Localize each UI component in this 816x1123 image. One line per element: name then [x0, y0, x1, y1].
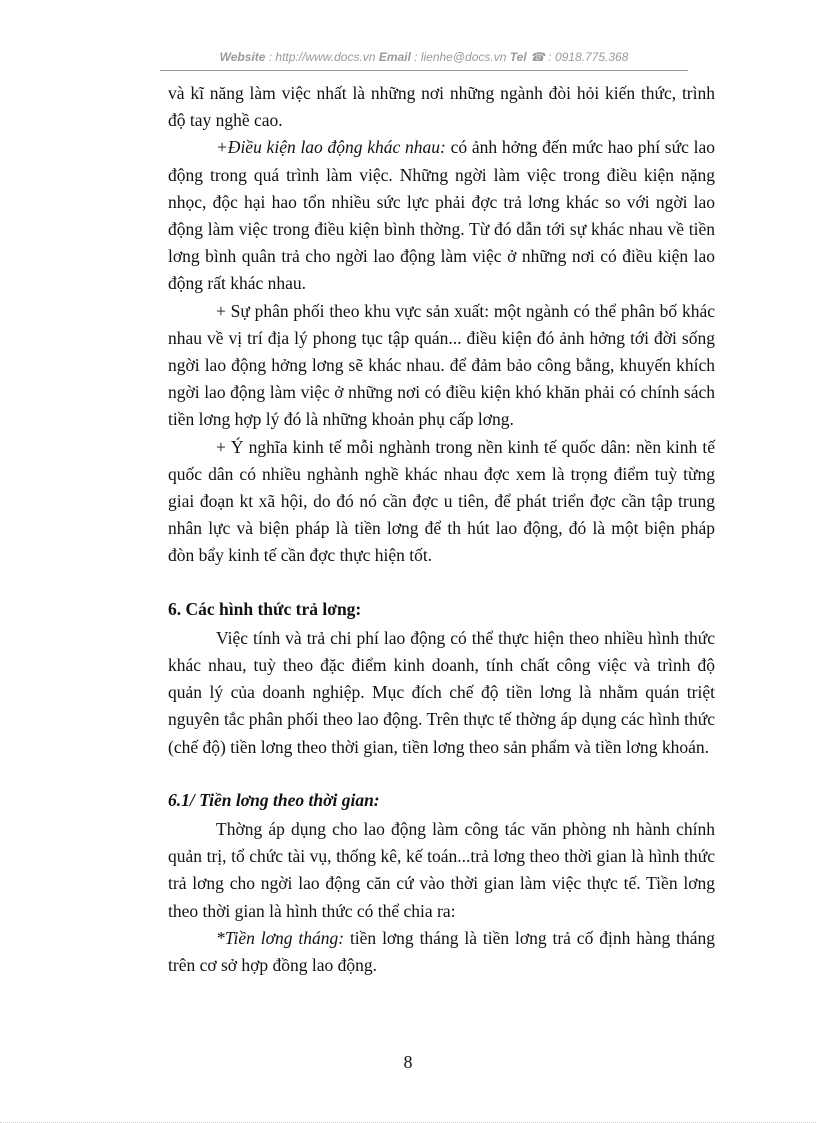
tel-value: : 0918.775.368 — [544, 50, 629, 64]
email-label: Email — [378, 50, 411, 64]
document-body — [168, 80, 715, 979]
paragraph-lead: +Điều kiện lao động khác nhau: — [216, 137, 446, 158]
website-label: Website — [219, 50, 266, 64]
paragraph-text: và kĩ năng làm việc nhất là những nơi những ngành đòi hỏi kiến thức, trình độ tay nghề cao. — [168, 83, 715, 131]
paragraph-working-conditions — [168, 134, 715, 297]
paragraph-time-based-pay — [168, 816, 715, 925]
phone-icon: ☎ — [529, 50, 545, 64]
paragraph-monthly-pay — [168, 925, 715, 979]
page-number: 8 — [403, 1052, 413, 1072]
paragraph-payment-forms — [168, 625, 715, 761]
email-value: : lienhe@docs.vn — [410, 50, 510, 64]
paragraph-text: Việc tính và trả chi phí lao động có thể thực hiện theo nhiều hình thức khác nhau, tuỳ theo đặc điểm kinh doanh, tính chất công việc và trình độ quản lý của doanh nghiệp. Mục đích chế độ tiền lơng là nhằm quán triệt nguyên tắc phân phối theo lao động. Trên thực tế thờng áp dụng các hình thức (chế độ) tiền lơng theo thời gian, tiền lơng theo sản phẩm và tiền lơng khoán. — [168, 627, 715, 757]
paragraph-text: tiền lơng tháng là tiền lơng trả cố định hàng tháng trên cơ sở hợp đồng lao động. — [168, 927, 715, 976]
paragraph-lead: *Tiền lơng tháng: — [216, 927, 345, 948]
paragraph-economic-significance — [168, 434, 715, 570]
page-header — [160, 50, 688, 71]
paragraph-text: có ảnh hởng đến mức hao phí sức lao động trong quá trình làm việc. Những ngời làm việc trong điều kiện nặng nhọc, độc hại hao tổn nhiều sức lực phải đợc trả lơng khác so với ngời lao động làm việc trong điều kiện bình thờng. Từ đó dẫn tới sự khác nhau về tiền lơng bình quân trả cho ngời lao động làm việc ở những nơi có điều kiện lao động rất khác nhau. — [168, 137, 715, 294]
paragraph-continuation — [168, 80, 715, 134]
paragraph-text: + Sự phân phối theo khu vực sản xuất: một ngành có thể phân bố khác nhau về vị trí địa lý phong tục tập quán... điều kiện đó ảnh hởng tới đời sống ngời lao động hởng lơng sẽ khác nhau. để đảm bảo công bằng, khuyến khích ngời lao động làm việc ở những nơi có điều kiện khó khăn phải có chính sách tiền lơng hợp lý đó là những khoản phụ cấp lơng. — [168, 300, 715, 430]
paragraph-regional-distribution — [168, 298, 715, 434]
section-heading-6-1: 6.1/ Tiền lơng theo thời gian: — [168, 789, 380, 810]
section-heading-6: 6. Các hình thức trả lơng: — [168, 598, 362, 619]
website-value: : http://www.docs.vn — [265, 50, 379, 64]
paragraph-text: + Ý nghĩa kinh tế mỗi nghành trong nền kinh tế quốc dân: nền kinh tế quốc dân có nhiều nghành nghề khác nhau đợc xem là trọng điểm tuỳ từng giai đoạn kt xã hội, do đó nó cần đợc u tiên, để phát triển đợc cần tập trung nhân lực và biện pháp là tiền lơng để th hút lao động, đó là một biện pháp đòn bẩy kinh tế cần đợc thực hiện tốt. — [168, 436, 715, 566]
tel-label: Tel — [509, 50, 527, 64]
paragraph-text: Thờng áp dụng cho lao động làm công tác văn phòng nh hành chính quản trị, tổ chức tài vụ, thống kê, kế toán...trả lơng theo thời gian là hình thức trả lơng cho ngời lao động căn cứ vào thời gian làm việc thực tế. Tiền lơng theo thời gian là hình thức có thể chia ra: — [168, 819, 715, 921]
